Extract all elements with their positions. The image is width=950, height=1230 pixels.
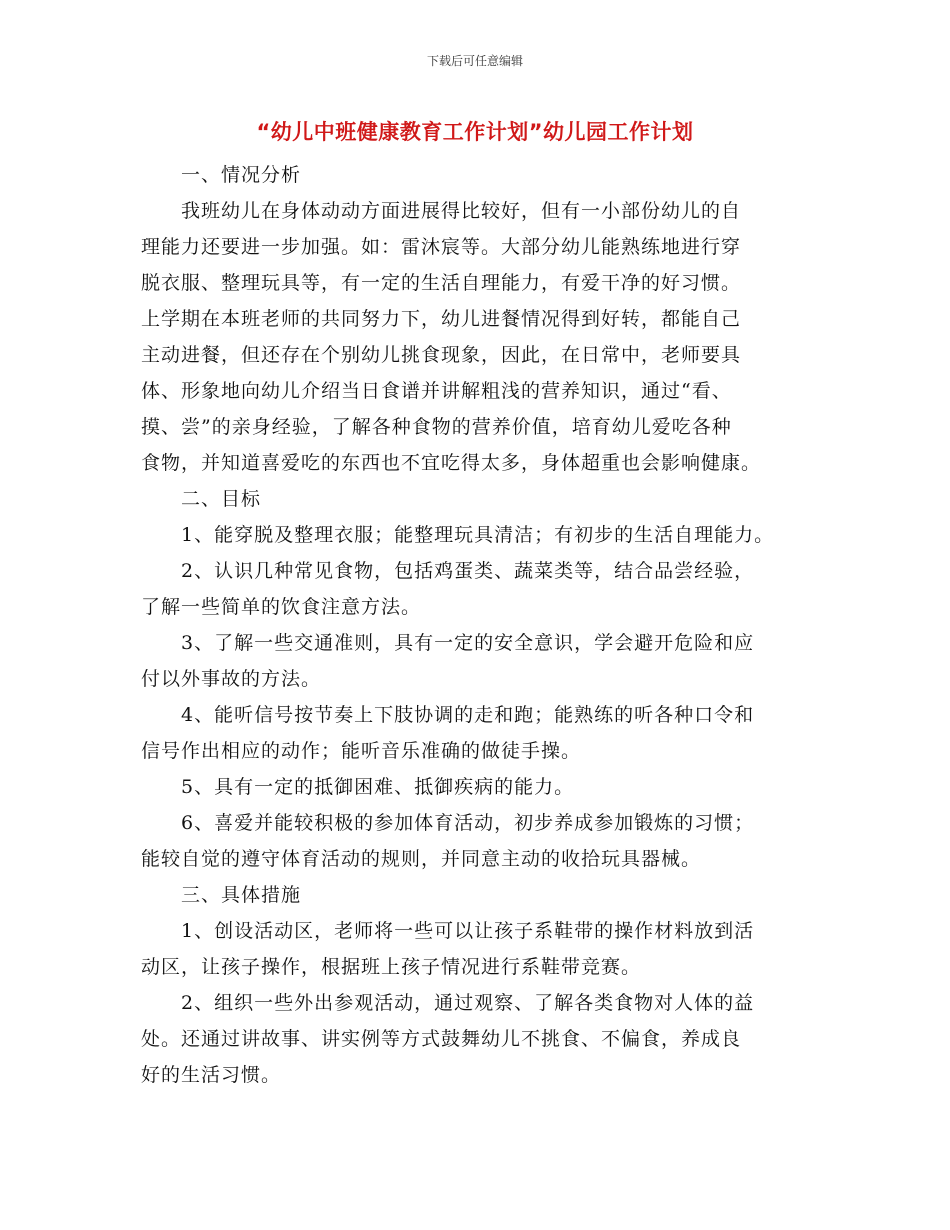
- body-text-line: 摸、尝”的亲身经验，了解各种食物的营养价值，培育幼儿爱吃各种: [141, 416, 732, 438]
- body-text-line: 上学期在本班老师的共同努力下，幼儿进餐情况得到好转，都能自己: [141, 308, 742, 330]
- document-body: [141, 157, 821, 1093]
- body-text-line: 一、情况分析: [141, 164, 302, 186]
- body-text-line: 1、能穿脱及整理衣服；能整理玩具清洁；有初步的生活自理能力。: [141, 524, 775, 546]
- body-text-line: 处。还通过讲故事、讲实例等方式鼓舞幼儿不挑食、不偏食，养成良: [141, 1028, 742, 1050]
- body-text-line: 6、喜爱并能较积极的参加体育活动，初步养成参加锻炼的习惯；: [141, 812, 755, 834]
- body-text-line: 3、了解一些交通准则，具有一定的安全意识，学会避开危险和应: [141, 632, 755, 654]
- body-text-line: 信号作出相应的动作；能听音乐准确的做徒手操。: [141, 740, 582, 762]
- body-text-line: 2、认识几种常见食物，包括鸡蛋类、蔬菜类等，结合品尝经验，: [141, 560, 755, 582]
- body-text-line: 主动进餐，但还存在个别幼儿挑食现象，因此，在日常中，老师要具: [141, 344, 742, 366]
- body-text-line: 体、形象地向幼儿介绍当日食谱并讲解粗浅的营养知识，通过“看、: [141, 380, 732, 402]
- body-text-line: 二、目标: [141, 488, 262, 510]
- body-text-line: 动区，让孩子操作，根据班上孩子情况进行系鞋带竞赛。: [141, 956, 642, 978]
- body-text-line: 了解一些简单的饮食注意方法。: [141, 596, 422, 618]
- document-title: “幼儿中班健康教育工作计划”幼儿园工作计划: [256, 120, 694, 144]
- body-text-line: 1、创设活动区，老师将一些可以让孩子系鞋带的操作材料放到活: [141, 920, 755, 942]
- body-text-line: 我班幼儿在身体动动方面进展得比较好，但有一小部份幼儿的自: [141, 200, 742, 222]
- body-text-line: 脱衣服、整理玩具等，有一定的生活自理能力，有爱干净的好习惯。: [141, 272, 742, 294]
- body-text-line: 2、组织一些外出参观活动，通过观察、了解各类食物对人体的益: [141, 992, 755, 1014]
- body-text-line: 好的生活习惯。: [141, 1064, 282, 1086]
- body-text-line: 5、具有一定的抵御困难、抵御疾病的能力。: [141, 776, 575, 798]
- body-text-line: 理能力还要进一步加强。如：雷沐宸等。大部分幼儿能熟练地进行穿: [141, 236, 742, 258]
- body-text-line: 食物，并知道喜爱吃的东西也不宜吃得太多，身体超重也会影响健康。: [141, 452, 762, 474]
- body-text-line: 三、具体措施: [141, 884, 302, 906]
- body-text-line: 4、能听信号按节奏上下肢协调的走和跑；能熟练的听各种口令和: [141, 704, 755, 726]
- page-header: 下载后可任意编辑: [426, 54, 523, 68]
- body-text-line: 付以外事故的方法。: [141, 668, 322, 690]
- body-text-line: 能较自觉的遵守体育活动的规则，并同意主动的收拾玩具器械。: [141, 848, 702, 870]
